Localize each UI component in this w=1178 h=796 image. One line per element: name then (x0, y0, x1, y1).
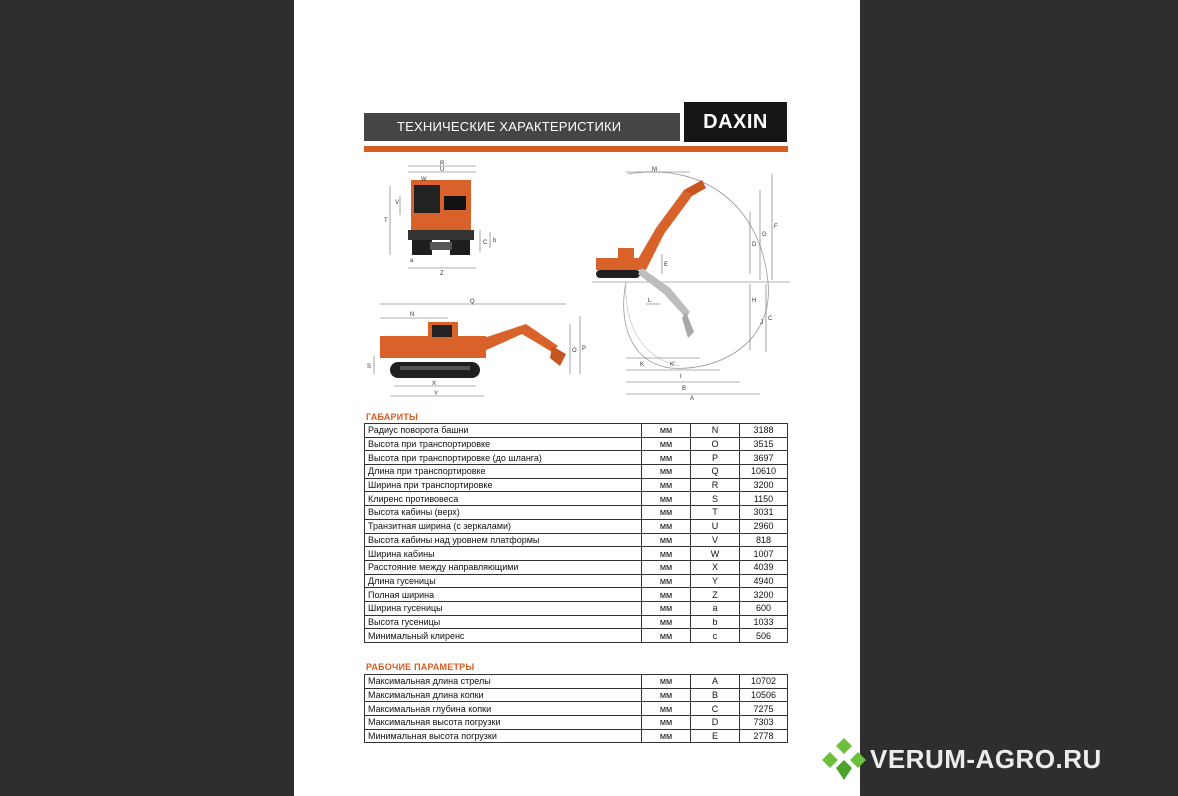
table-row (365, 560, 788, 574)
row-value: 1150 (740, 492, 788, 506)
row-name: Клиренс противовеса (365, 492, 642, 506)
table-row (365, 451, 788, 465)
label-O: O (572, 348, 577, 354)
label-K: K (640, 362, 645, 368)
working-params-title: РАБОЧИЕ ПАРАМЕТРЫ (366, 662, 475, 672)
row-unit: мм (642, 437, 691, 451)
row-code: Q (691, 465, 740, 479)
row-name: Максимальная глубина копки (365, 702, 642, 716)
row-value: 10702 (740, 675, 788, 689)
row-code: Y (691, 574, 740, 588)
row-unit: мм (642, 629, 691, 643)
working-params-table (364, 674, 788, 743)
table-row (365, 601, 788, 615)
label-V: V (395, 200, 400, 206)
leaf-logo-icon (822, 736, 866, 782)
label-J: J (760, 320, 763, 326)
row-unit: мм (642, 451, 691, 465)
table-row (365, 574, 788, 588)
label-E: E (664, 262, 669, 268)
table-row (365, 492, 788, 506)
row-value: 2960 (740, 519, 788, 533)
label-W: W (421, 177, 427, 183)
row-value: 3697 (740, 451, 788, 465)
table-row (365, 478, 788, 492)
row-unit: мм (642, 675, 691, 689)
row-name: Высота кабины над уровнем платформы (365, 533, 642, 547)
row-name: Максимальная длина стрелы (365, 675, 642, 689)
row-code: E (691, 729, 740, 743)
table-row (365, 588, 788, 602)
row-code: B (691, 688, 740, 702)
brand-logo: DAXIN (684, 102, 787, 142)
label-A: A (690, 396, 695, 402)
row-code: T (691, 506, 740, 520)
table-row (365, 547, 788, 561)
table-row (365, 533, 788, 547)
label-M: M (652, 167, 657, 173)
row-value: 2778 (740, 729, 788, 743)
table-row (365, 702, 788, 716)
label-Z: Z (440, 271, 444, 277)
table-row (365, 437, 788, 451)
watermark-text: VERUM-AGRO.RU (870, 744, 1102, 774)
row-unit: мм (642, 547, 691, 561)
label-U: U (440, 167, 445, 173)
label-N: N (410, 312, 415, 318)
row-unit: мм (642, 424, 691, 438)
row-name: Длина гусеницы (365, 574, 642, 588)
row-code: N (691, 424, 740, 438)
label-a: a (410, 258, 414, 264)
table-row (365, 506, 788, 520)
row-value: 10506 (740, 688, 788, 702)
row-value: 7303 (740, 716, 788, 730)
label-Y: Y (434, 391, 439, 397)
row-unit: мм (642, 716, 691, 730)
row-code: X (691, 560, 740, 574)
row-name: Ширина гусеницы (365, 601, 642, 615)
label-I: I (680, 374, 682, 380)
site-watermark (822, 736, 1178, 782)
row-unit: мм (642, 688, 691, 702)
label-F: F (774, 224, 778, 230)
label-D: D (752, 242, 757, 248)
row-value: 3200 (740, 588, 788, 602)
row-unit: мм (642, 492, 691, 506)
row-code: U (691, 519, 740, 533)
row-unit: мм (642, 465, 691, 479)
label-T: T (384, 218, 388, 224)
row-code: R (691, 478, 740, 492)
side-view-diagram (366, 296, 606, 404)
row-code: a (691, 601, 740, 615)
label-K-prime: K' (670, 362, 676, 368)
row-value: 506 (740, 629, 788, 643)
row-unit: мм (642, 478, 691, 492)
row-name: Ширина кабины (365, 547, 642, 561)
row-code: V (691, 533, 740, 547)
row-code: S (691, 492, 740, 506)
row-unit: мм (642, 588, 691, 602)
row-unit: мм (642, 615, 691, 629)
row-value: 3031 (740, 506, 788, 520)
row-value: 7275 (740, 702, 788, 716)
row-unit: мм (642, 601, 691, 615)
row-name: Максимальная высота погрузки (365, 716, 642, 730)
spec-page (294, 0, 860, 796)
row-name: Высота гусеницы (365, 615, 642, 629)
row-unit: мм (642, 519, 691, 533)
table-row (365, 716, 788, 730)
front-view-diagram (364, 160, 514, 280)
row-value: 818 (740, 533, 788, 547)
table-row (365, 424, 788, 438)
row-name: Полная ширина (365, 588, 642, 602)
row-unit: мм (642, 560, 691, 574)
header-divider (364, 146, 788, 152)
row-name: Ширина при транспортировке (365, 478, 642, 492)
row-value: 1007 (740, 547, 788, 561)
label-X: X (432, 381, 437, 387)
row-value: 1033 (740, 615, 788, 629)
dimensions-table (364, 423, 788, 643)
row-name: Длина при транспортировке (365, 465, 642, 479)
row-code: O (691, 437, 740, 451)
label-Q: Q (470, 299, 475, 305)
row-code: P (691, 451, 740, 465)
row-unit: мм (642, 702, 691, 716)
table-row (365, 729, 788, 743)
table-row (365, 688, 788, 702)
label-H: H (752, 298, 757, 304)
label-C: C (483, 240, 488, 246)
row-value: 4940 (740, 574, 788, 588)
row-name: Расстояние между направляющими (365, 560, 642, 574)
row-name: Высота кабины (верх) (365, 506, 642, 520)
row-name: Высота при транспортировке (до шланга) (365, 451, 642, 465)
label-B: B (682, 386, 687, 392)
row-name: Радиус поворота башни (365, 424, 642, 438)
label-P: P (582, 346, 587, 352)
row-code: W (691, 547, 740, 561)
table-row (365, 675, 788, 689)
row-value: 4039 (740, 560, 788, 574)
label-R: R (440, 161, 445, 167)
row-unit: мм (642, 533, 691, 547)
row-name: Максимальная длина копки (365, 688, 642, 702)
row-value: 3188 (740, 424, 788, 438)
row-code: c (691, 629, 740, 643)
label-C-range: C (768, 316, 773, 322)
label-S: S (367, 364, 372, 370)
row-name: Транзитная ширина (с зеркалами) (365, 519, 642, 533)
row-code: b (691, 615, 740, 629)
row-unit: мм (642, 574, 691, 588)
row-name: Высота при транспортировке (365, 437, 642, 451)
row-name: Минимальная высота погрузки (365, 729, 642, 743)
table-row (365, 615, 788, 629)
label-L: L (648, 298, 652, 304)
row-value: 3200 (740, 478, 788, 492)
row-name: Минимальный клиренс (365, 629, 642, 643)
row-code: A (691, 675, 740, 689)
row-value: 3515 (740, 437, 788, 451)
page-title: ТЕХНИЧЕСКИЕ ХАРАКТЕРИСТИКИ (364, 113, 680, 141)
row-value: 600 (740, 601, 788, 615)
table-row (365, 629, 788, 643)
row-code: Z (691, 588, 740, 602)
label-G: G (762, 232, 767, 238)
row-unit: мм (642, 729, 691, 743)
table-row (365, 465, 788, 479)
row-code: C (691, 702, 740, 716)
table-row (365, 519, 788, 533)
dimensions-title: ГАБАРИТЫ (366, 412, 419, 422)
label-b: b (493, 238, 497, 244)
row-value: 10610 (740, 465, 788, 479)
row-unit: мм (642, 506, 691, 520)
working-range-diagram (590, 162, 796, 402)
row-code: D (691, 716, 740, 730)
